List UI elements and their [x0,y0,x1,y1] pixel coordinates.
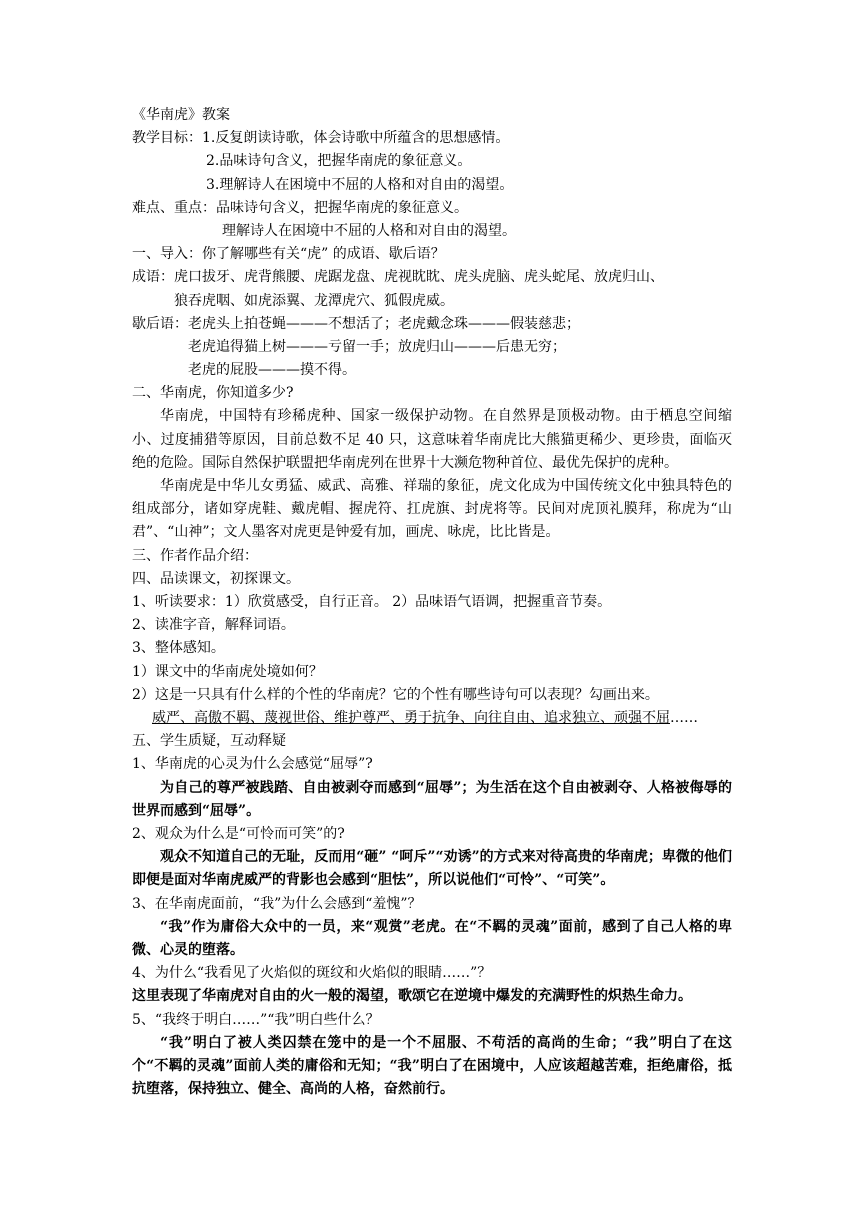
section-4-question-1: 1）课文中的华南虎处境如何？ [132,663,323,680]
xiehouyu-line-2: 老虎追得猫上树———亏留一手；放虎归山———后患无穷； [188,338,566,355]
answer-5: “我”明白了被人类囚禁在笼中的是一个不屈服、不苟活的高尚的生命；“我”明白了在这个“不羁的灵魂”面前人类的庸俗和无知；“我”明白了在困境中，人应该超越苦难，拒绝庸俗，抵抗堕落，保持独立、健全、高尚的人格，奋然前行。 [132,1034,732,1098]
section-5-heading: 五、学生质疑，互动释疑 [132,733,286,750]
traits-ellipsis: …… [670,709,698,726]
doc-title: 《华南虎》教案 [132,107,230,123]
xiehouyu-line-3: 老虎的屁股———摸不得。 [188,362,356,379]
section-2-heading: 二、华南虎，你知道多少? [132,385,294,402]
question-3: 3、在华南虎面前，“我”为什么会感到“羞愧”？ [132,895,422,912]
idioms-line-1: 成语：虎口拔牙、虎背熊腰、虎踞龙盘、虎视眈眈、虎头虎脑、虎头蛇尾、放虎归山、 [132,269,664,286]
answer-3: “我”作为庸俗大众中的一员，来“观赏”老虎。在“不羁的灵魂”面前，感到了自己人格的卑微、心灵的堕落。 [132,918,732,958]
section-4-item-1: 1、听读要求：1）欣赏感受，自行正音。 2）品味语气语调，把握重音节奏。 [132,594,612,611]
question-4: 4、为什么“我看见了火焰似的斑纹和火焰似的眼睛……”？ [132,965,492,982]
answer-2: 观众不知道自己的无耻，反而用“砸” “呵斥”“劝诱”的方式来对待高贵的华南虎；卑微的他们即便是面对华南虎威严的背影也会感到“胆怯”，所以说他们“可怜”、“可笑”。 [132,849,732,889]
goals-line-1: 教学目标：1.反复朗读诗歌，体会诗歌中所蕴含的思想感情。 [132,130,510,147]
goals-line-3: 3.理解诗人在困境中不屈的人格和对自由的渴望。 [206,176,514,193]
section-2-paragraph-1: 华南虎，中国特有珍稀虎种、国家一级保护动物。在自然界是顶极动物。由于栖息空间缩小、过度捕猎等原因，目前总数不足 40 只，这意味着华南虎比大熊猫更稀少、更珍贵，面临灭绝的危险。国际自然保护联盟把华南虎列在世界十大濒危物种首位、最优先保护的虎种。 [132,408,732,471]
section-4-item-3: 3、整体感知。 [132,640,225,657]
focus-line-1: 难点、重点：品味诗句含义，把握华南虎的象征意义。 [132,199,468,216]
focus-line-2: 理解诗人在困境中不屈的人格和对自由的渴望。 [222,222,516,239]
section-1-heading: 一、导入：你了解哪些有关“虎” 的成语、歇后语？ [132,246,445,263]
traits-line [132,707,732,730]
idioms-line-2: 狼吞虎咽、如虎添翼、龙潭虎穴、狐假虎威。 [174,292,454,309]
question-2: 2、观众为什么是“可怜而可笑”的? [132,825,345,842]
section-4-question-2: 2）这是一只具有什么样的个性的华南虎？它的个性有哪些诗句可以表现？勾画出来。 [132,686,659,703]
traits-part-2: 勇于抗争、向往自由、追求独立、顽强不屈 [404,709,670,726]
question-1: 1、华南虎的心灵为什么会感觉“屈辱”? [132,756,373,773]
section-4-heading: 四、品读课文，初探课文。 [132,570,300,587]
section-4-item-2: 2、读准字音，解释词语。 [132,617,295,634]
goals-line-2: 2.品味诗句含义，把握华南虎的象征意义。 [206,153,472,170]
section-2-paragraph-2: 华南虎是中华儿女勇猛、威武、高雅、祥瑞的象征，虎文化成为中国传统文化中独具特色的组成部分，诸如穿虎鞋、戴虎帽、握虎符、扛虎旗、封虎将等。民间对虎顶礼膜拜，称虎为“山君”、“山神”；文人墨客对虎更是钟爱有加，画虎、咏虎，比比皆是。 [132,478,732,541]
section-3-heading: 三、作者作品介绍： [132,547,258,564]
question-5: 5、“我终于明白……”“我”明白些什么？ [132,1011,380,1028]
answer-4: 这里表现了华南虎对自由的火一般的渴望，歌颂它在逆境中爆发的充满野性的炽热生命力。 [132,988,692,1005]
xiehouyu-line-1: 歇后语：老虎头上拍苍蝇———不想活了；老虎戴念珠———假装慈悲； [132,315,580,332]
traits-part-1: 威严、高傲不羁、蔑视世俗、维护尊严、 [152,709,404,726]
answer-1: 为自己的尊严被践踏、自由被剥夺而感到“屈辱”；为生活在这个自由被剥夺、人格被侮辱的世界而感到“屈辱”。 [132,779,732,819]
lesson-plan-body [132,104,732,1101]
